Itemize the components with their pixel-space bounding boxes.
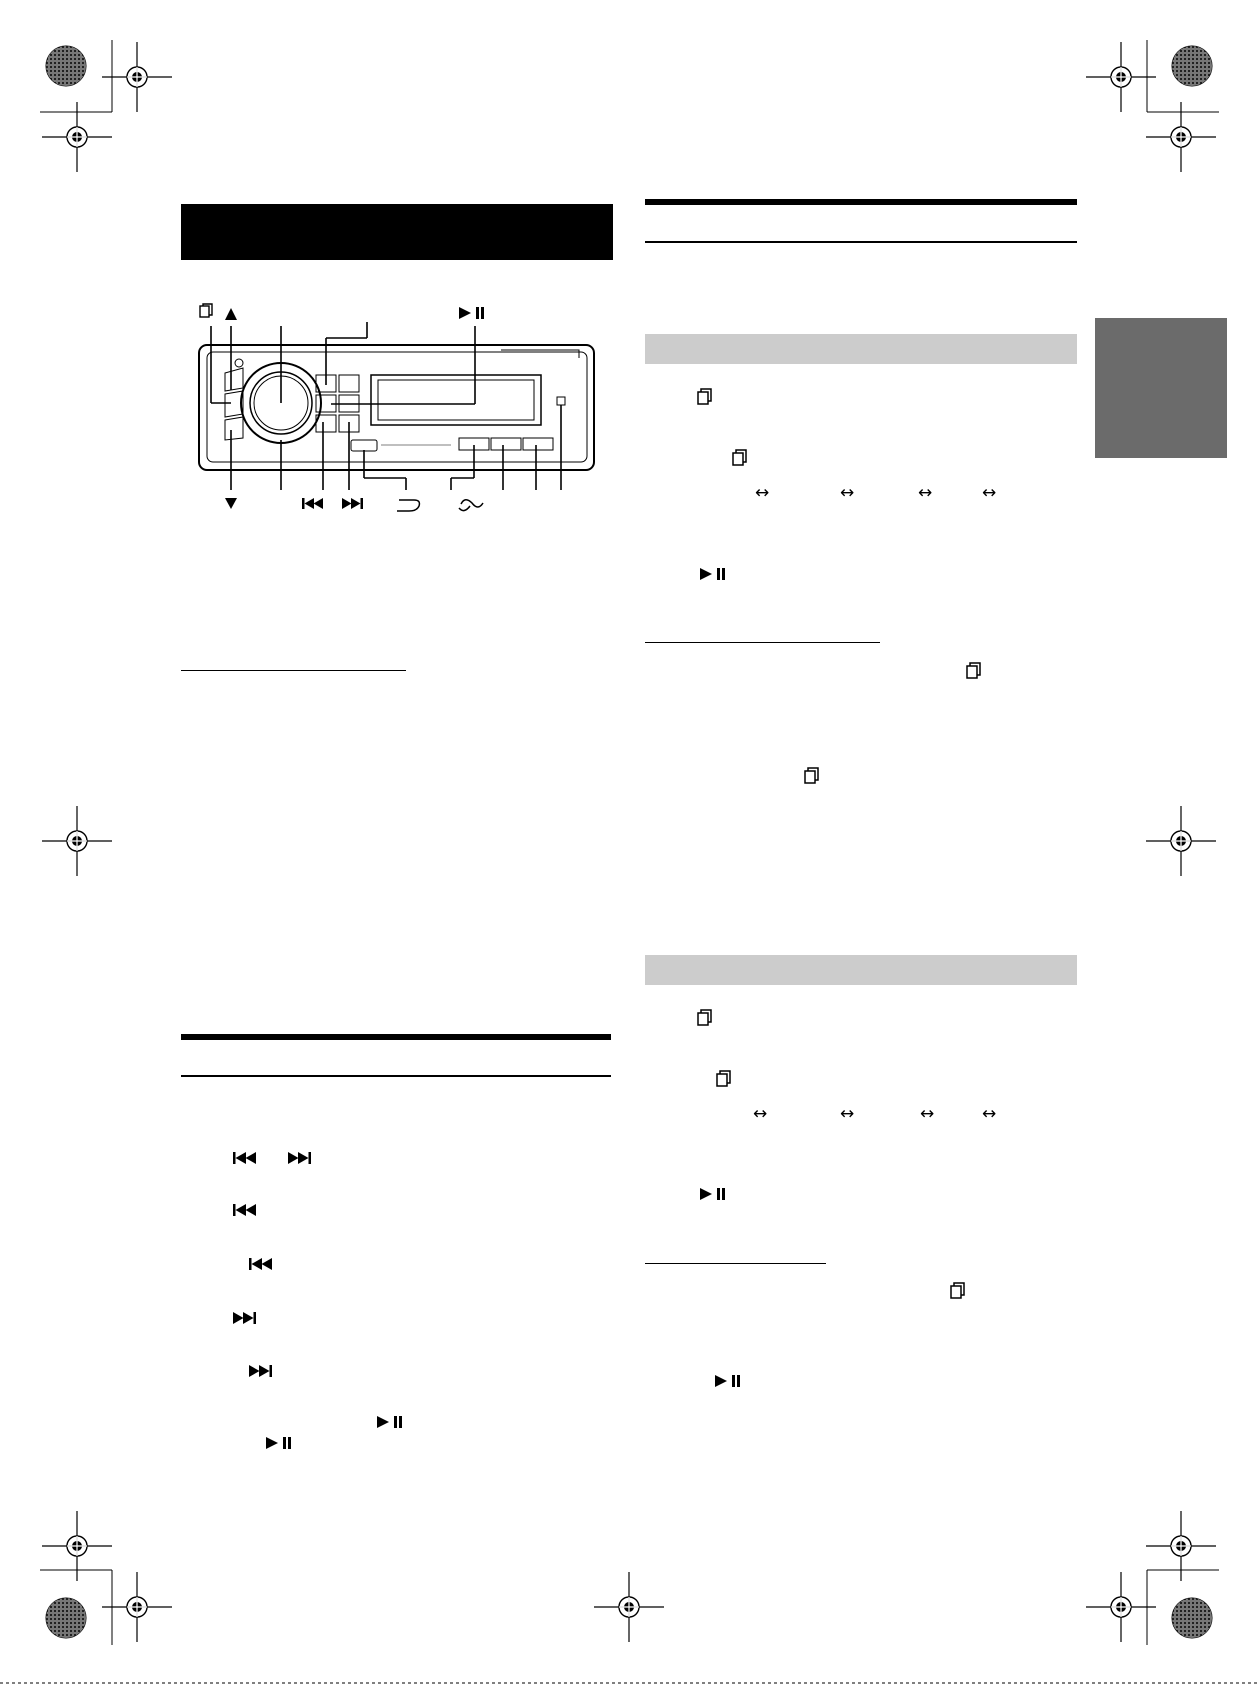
left-second-section-thin-rule [181, 1075, 611, 1077]
double-arrow-icon: ↔ [840, 483, 855, 503]
copy-icon [698, 1010, 711, 1025]
left-icon-rows [220, 1140, 460, 1460]
skip-forward-icon [249, 1365, 272, 1377]
head-unit-diagram [181, 290, 611, 520]
side-tab [1095, 318, 1227, 458]
skip-forward-icon [288, 1152, 311, 1164]
skip-forward-icon [233, 1312, 256, 1324]
repeat-icon [397, 500, 419, 511]
right-icons [645, 380, 1065, 1400]
copy-icon [698, 389, 711, 404]
copy-icon [717, 1071, 730, 1086]
play-pause-icon [377, 1416, 402, 1428]
left-section-header-bar [181, 204, 613, 260]
eject-up-icon [225, 308, 237, 320]
play-pause-icon [266, 1437, 291, 1449]
double-arrow-icon: ↔ [982, 483, 997, 503]
right-section-thick-rule [645, 199, 1077, 205]
left-subsection-rule [181, 670, 406, 671]
copy-icon [967, 663, 980, 678]
skip-back-icon [249, 1258, 272, 1270]
play-pause-icon [700, 1188, 725, 1200]
skip-forward-icon [342, 498, 363, 509]
left-section-header-text [181, 204, 613, 232]
double-arrow-icon: ↔ [982, 1104, 997, 1124]
arrow-row-two [645, 1104, 1077, 1124]
copy-icon [733, 450, 746, 465]
arrow-row-one [645, 483, 1077, 503]
play-pause-icon [715, 1375, 740, 1387]
copy-icon [805, 768, 818, 783]
play-pause-icon [459, 307, 484, 319]
skip-back-icon [233, 1152, 256, 1164]
double-arrow-icon: ↔ [753, 1104, 768, 1124]
down-triangle-icon [225, 498, 237, 509]
double-arrow-icon: ↔ [920, 1104, 935, 1124]
right-section-thin-rule [645, 241, 1077, 243]
left-second-section-thick-rule [181, 1034, 611, 1040]
skip-back-icon [302, 498, 323, 509]
shuffle-icon [459, 500, 483, 511]
double-arrow-icon: ↔ [918, 483, 933, 503]
play-pause-icon [700, 568, 725, 580]
double-arrow-icon: ↔ [840, 1104, 855, 1124]
skip-back-icon [233, 1204, 256, 1216]
copy-icon [200, 304, 212, 317]
double-arrow-icon: ↔ [755, 483, 770, 503]
right-gray-band-one [645, 334, 1077, 364]
copy-icon [951, 1283, 964, 1298]
